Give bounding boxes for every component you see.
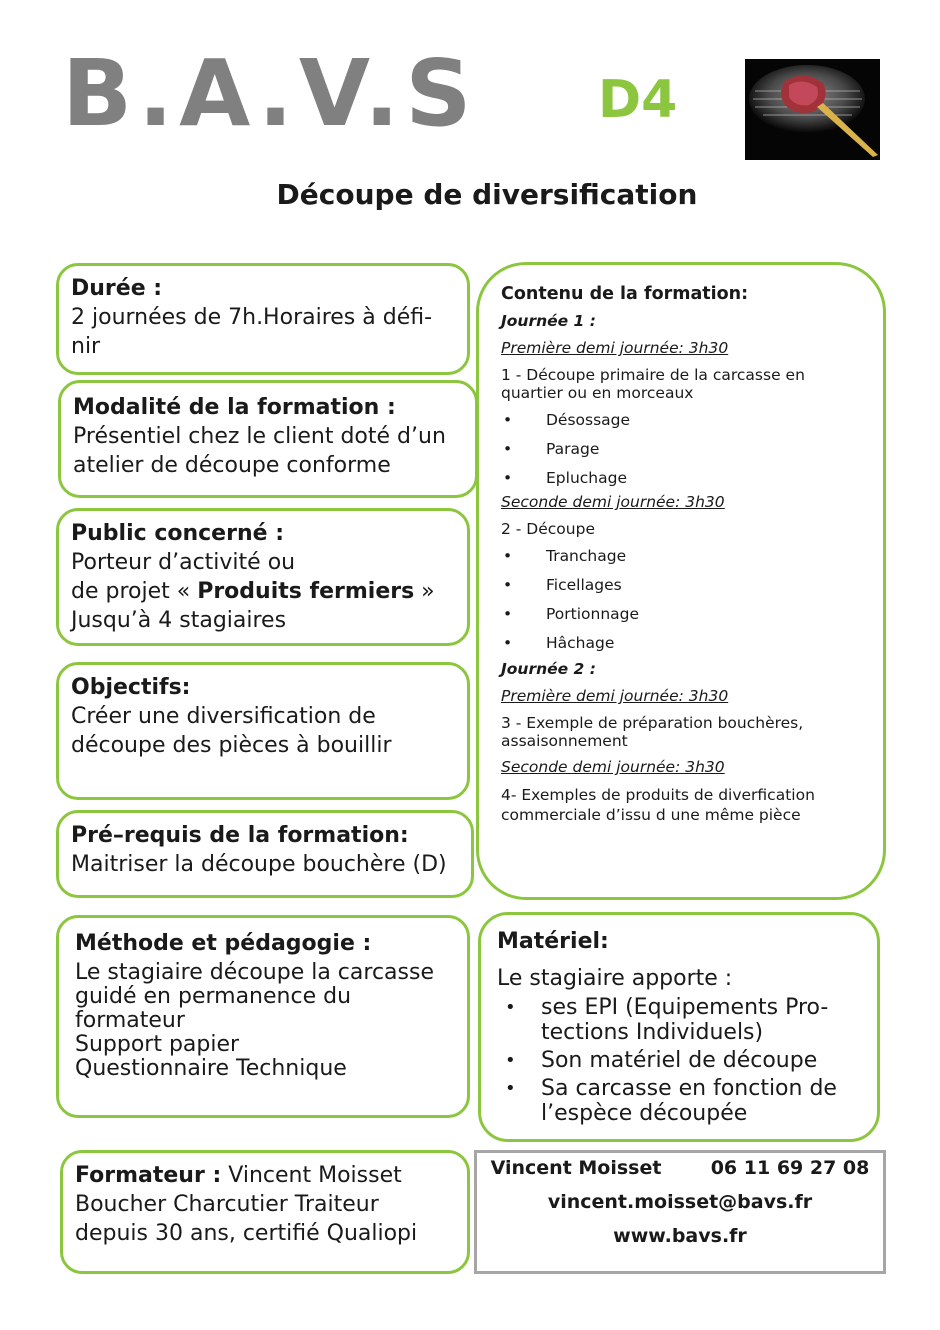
contact-box [474, 1150, 886, 1274]
contact-website[interactable]: www.bavs.fr [613, 1225, 747, 1247]
formateur-line1 [75, 1161, 455, 1190]
contenu-p2: 2 - Découpe [501, 520, 595, 538]
methode-box [56, 915, 470, 1118]
public-line2-suffix: » [414, 579, 435, 604]
modalite-box [58, 380, 478, 498]
public-heading: Public concerné : [71, 521, 284, 546]
public-line2 [71, 577, 455, 606]
list-item: • Hâchage [501, 629, 859, 658]
list-item: • Epluchage [501, 464, 859, 493]
contenu-p1: 1 - Découpe primaire de la carcasse en quartier ou en morceaux [501, 366, 805, 402]
modalite-heading: Modalité de la formation : [73, 395, 396, 420]
contenu-demi1: Première demi journée: 3h30 [501, 339, 729, 357]
public-line1: Porteur d’activité ou [71, 550, 296, 575]
contenu-demi2: Seconde demi journée: 3h30 [501, 493, 725, 511]
list-item: • Parage [501, 435, 859, 464]
methode-line3: formateur [75, 1008, 185, 1033]
objectifs-line1: Créer une diversification de [71, 704, 376, 729]
page-title: Découpe de diversification [276, 178, 698, 211]
list-item: • Son matériel de découpe [497, 1048, 863, 1073]
contenu-p4: 4- Exemples de produits de diverfication commerciale d’issu d une même pièce [501, 786, 815, 824]
contact-phone: 06 11 69 27 08 [710, 1157, 870, 1179]
contact-email[interactable]: vincent.moisset@bavs.fr [547, 1191, 813, 1213]
modalite-line1: Présentiel chez le client doté d’un [73, 424, 446, 449]
materiel-box [478, 912, 880, 1142]
steak-photo [745, 59, 880, 160]
methode-line5: Questionnaire Technique [75, 1056, 347, 1081]
contenu-demi4: Seconde demi journée: 3h30 [501, 758, 725, 776]
prerequis-line1: Maitriser la découpe bouchère (D) [71, 852, 447, 877]
public-line3: Jusqu’à 4 stagiaires [71, 608, 287, 633]
bavs-logo: B.A.V.S [62, 40, 478, 147]
contenu-list1 [501, 406, 859, 493]
objectifs-box [56, 662, 470, 800]
contenu-demi3: Première demi journée: 3h30 [501, 687, 729, 705]
materiel-list [497, 995, 863, 1126]
duree-line2: nir [71, 334, 101, 359]
objectifs-heading: Objectifs: [71, 675, 191, 700]
list-item: • Portionnage [501, 600, 859, 629]
methode-heading: Méthode et pédagogie : [75, 931, 372, 956]
steak-illustration [745, 59, 880, 160]
duree-box [56, 263, 470, 375]
formateur-box [60, 1150, 470, 1274]
methode-line2: guidé en permanence du [75, 984, 352, 1009]
public-box [56, 508, 470, 646]
duree-heading: Durée : [71, 276, 163, 301]
formateur-line3: depuis 30 ans, certifié Qualiopi [75, 1221, 418, 1246]
objectifs-line2: découpe des pièces à bouillir [71, 733, 392, 758]
methode-line1: Le stagiaire découpe la carcasse [75, 960, 434, 985]
materiel-intro: Le stagiaire apporte : [497, 966, 733, 991]
list-item: • ses EPI (Equipements Pro-tections Individuels) [497, 995, 863, 1045]
contact-row-name-phone [477, 1157, 883, 1179]
contenu-p3: 3 - Exemple de préparation bouchères, assaisonnement [501, 714, 804, 750]
list-item: • Ficellages [501, 571, 859, 600]
prerequis-box [56, 810, 474, 898]
list-item: • Tranchage [501, 542, 859, 571]
modalite-line2: atelier de découpe conforme [73, 453, 391, 478]
contact-name: Vincent Moisset [490, 1157, 662, 1179]
methode-line4: Support papier [75, 1032, 240, 1057]
contenu-jour2: Journée 2 : [501, 660, 596, 678]
duree-line1: 2 journées de 7h.Horaires à défi- [71, 305, 433, 330]
contenu-jour1: Journée 1 : [501, 312, 596, 330]
contenu-heading: Contenu de la formation: [501, 284, 749, 304]
formateur-line2: Boucher Charcutier Traiteur [75, 1192, 379, 1217]
formateur-heading: Formateur : [75, 1163, 222, 1188]
materiel-heading: Matériel: [497, 929, 609, 954]
public-line2-prefix: de projet « [71, 579, 198, 604]
list-item: • Sa carcasse en fonction de l’espèce découpée [497, 1076, 863, 1126]
contenu-box [476, 262, 886, 900]
prerequis-heading: Pré–requis de la formation: [71, 823, 409, 848]
contenu-list2 [501, 542, 859, 658]
public-line2-bold: Produits fermiers [197, 579, 415, 604]
list-item: • Désossage [501, 406, 859, 435]
formateur-name: Vincent Moisset [221, 1163, 402, 1188]
course-code: D4 [598, 70, 678, 130]
